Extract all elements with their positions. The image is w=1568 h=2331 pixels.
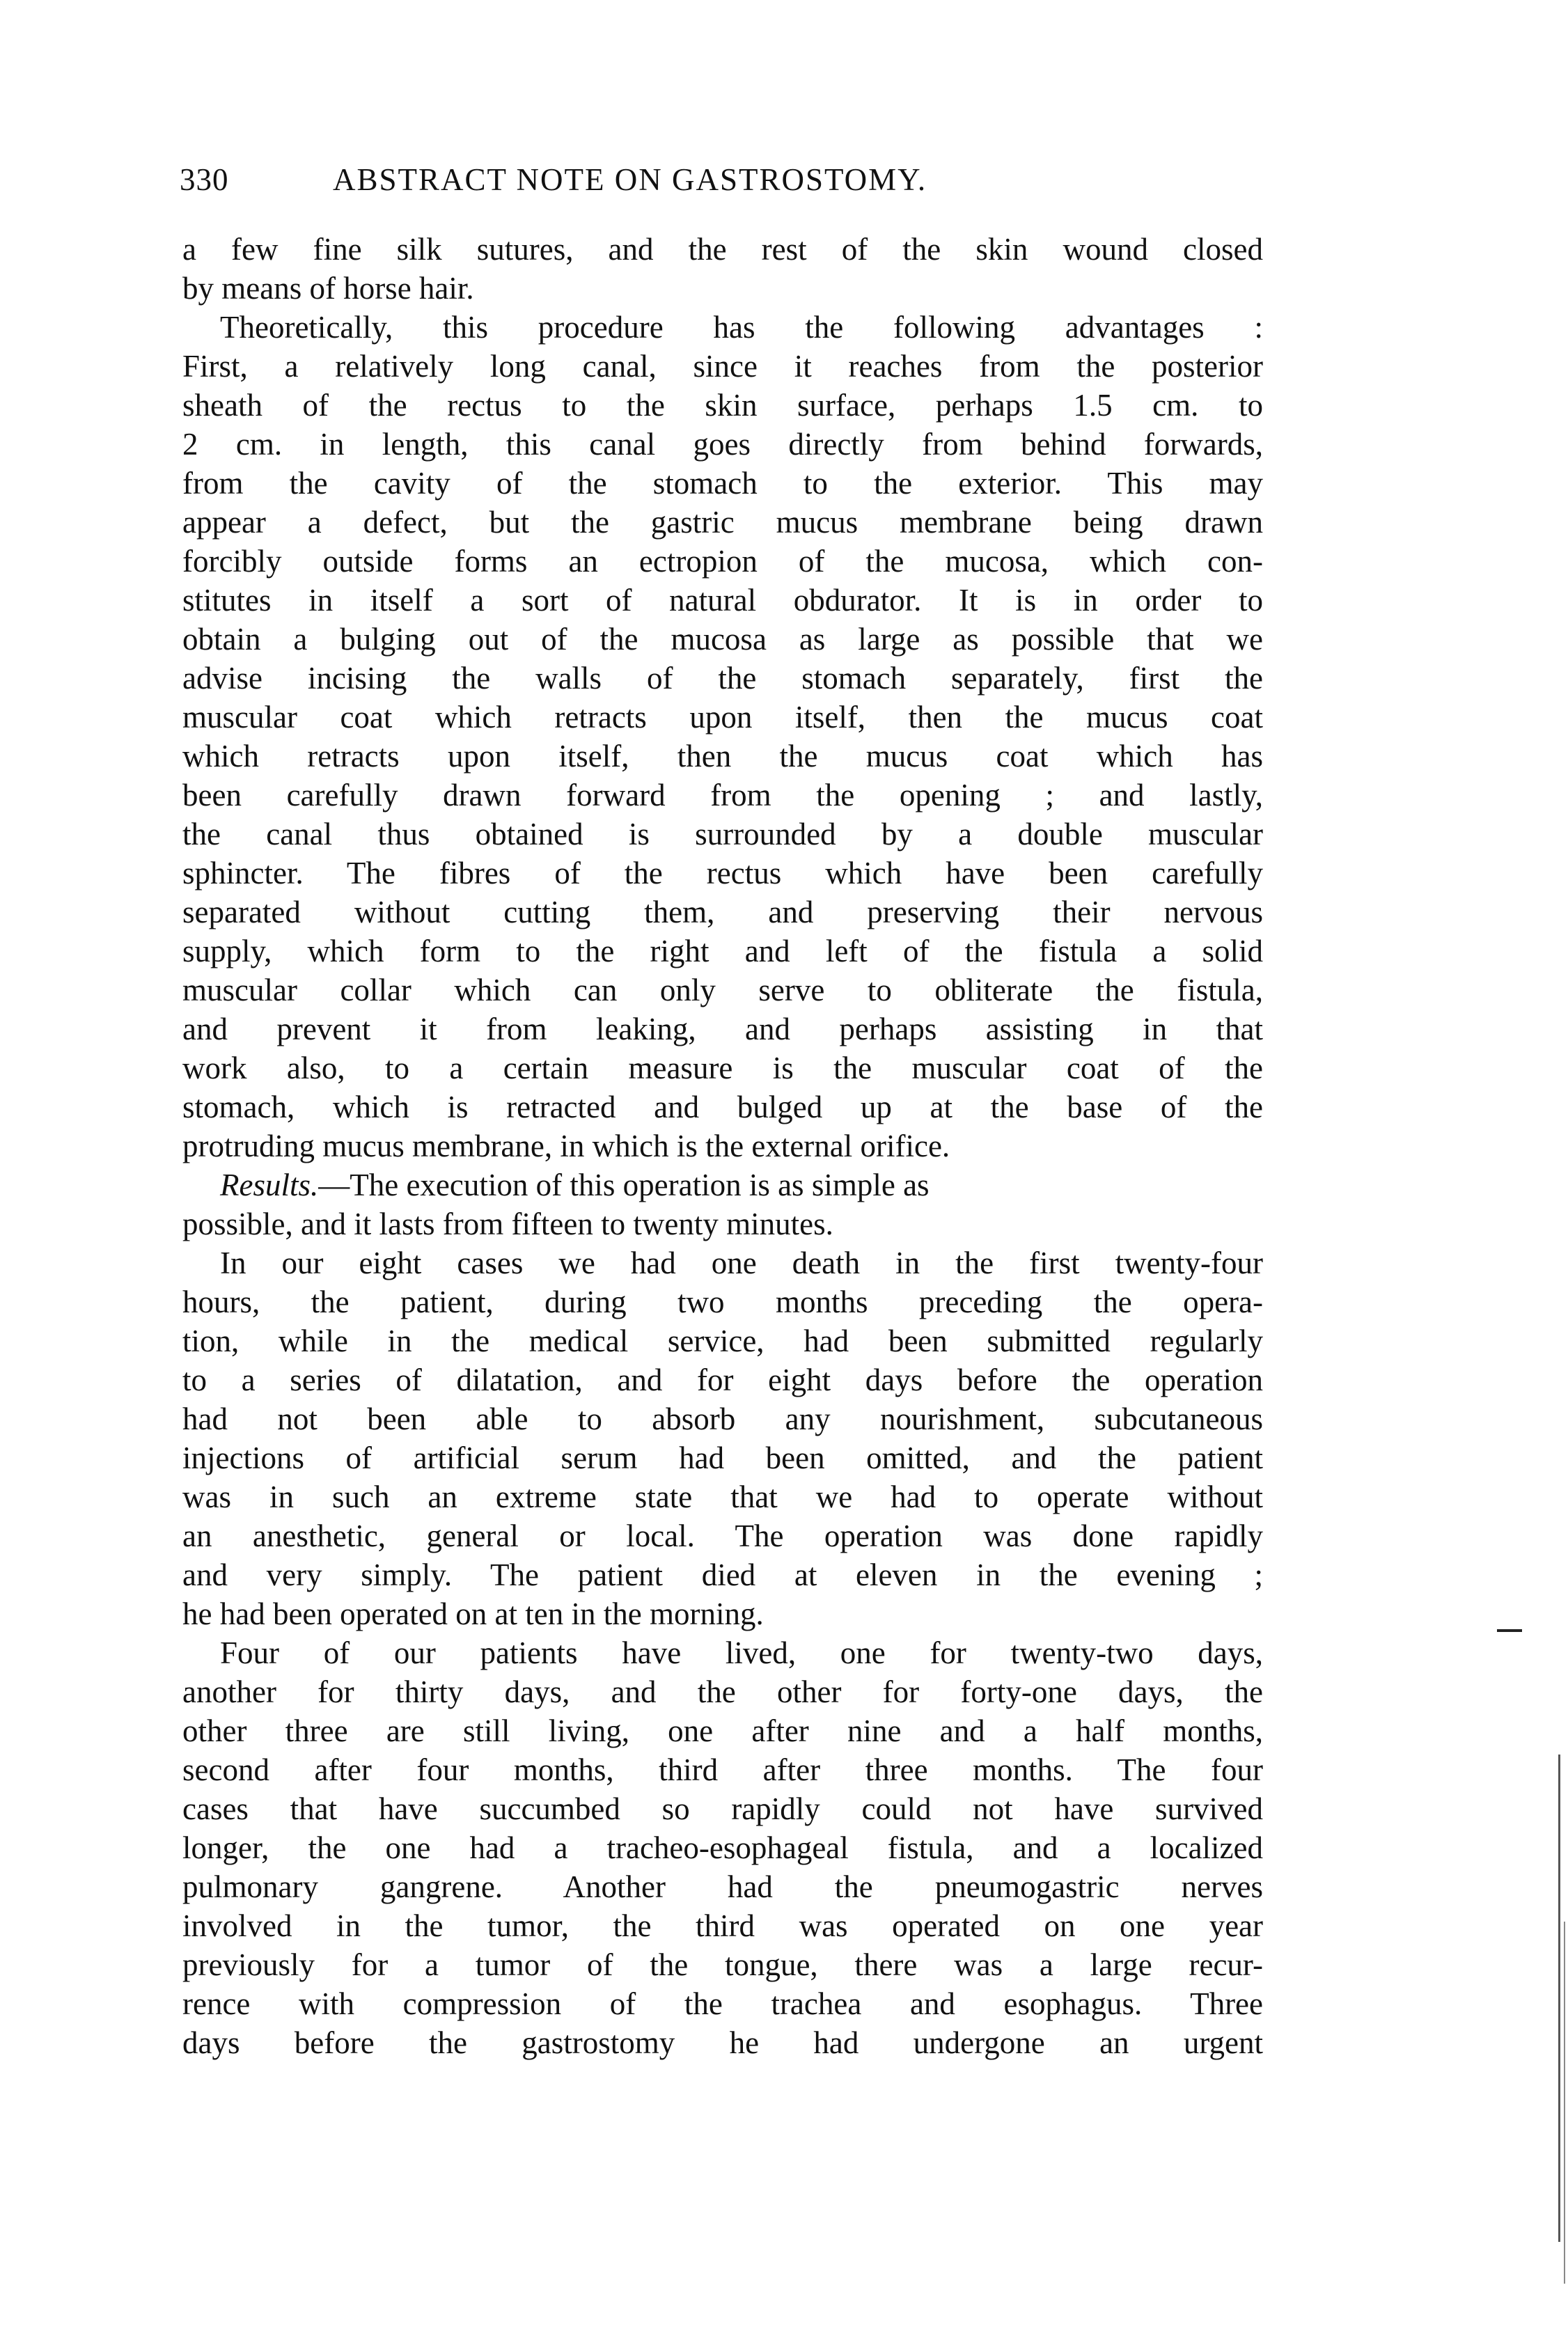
text-line: rence with compression of the trachea and esophagus. Three <box>182 1986 1263 2021</box>
text-line: Theoretically, this procedure has the following advantages : <box>220 310 1263 345</box>
text-line: work also, to a certain measure is the muscular coat of the <box>182 1051 1263 1085</box>
text-line: the canal thus obtained is surrounded by a double muscular <box>182 817 1263 851</box>
text-line: forcibly outside forms an ectropion of the mucosa, which con- <box>182 544 1263 579</box>
scan-edge-line-secondary <box>1564 1922 1565 2284</box>
page-number: 330 <box>180 162 229 197</box>
text-line: by means of horse hair. <box>182 271 474 306</box>
text-line: from the cavity of the stomach to the exterior. This may <box>182 466 1263 501</box>
text-line: muscular collar which can only serve to obliterate the fistula, <box>182 973 1263 1007</box>
page-header <box>180 162 1085 203</box>
text-line: he had been operated on at ten in the morning. <box>182 1596 764 1631</box>
scan-edge-line <box>1558 1755 1560 2242</box>
running-title: ABSTRACT NOTE ON GASTROSTOMY. <box>333 162 927 197</box>
text-line: an anesthetic, general or local. The operation was done rapidly <box>182 1518 1263 1553</box>
text-line: and prevent it from leaking, and perhaps assisting in that <box>182 1012 1263 1046</box>
text-line: 2 cm. in length, this canal goes directly from behind forwards, <box>182 427 1263 462</box>
margin-dash-mark <box>1497 1629 1522 1632</box>
text-line: supply, which form to the right and left of the fistula a solid <box>182 934 1263 968</box>
text-line: stomach, which is retracted and bulged up at the base of the <box>182 1090 1263 1124</box>
text-line: other three are still living, one after nine and a half months, <box>182 1713 1263 1748</box>
text-line: First, a relatively long canal, since it reaches from the posterior <box>182 349 1263 384</box>
text-line: was in such an extreme state that we had to operate without <box>182 1480 1263 1514</box>
text-line: another for thirty days, and the other for forty-one days, the <box>182 1674 1263 1709</box>
text-line: previously for a tumor of the tongue, there was a large recur- <box>182 1947 1263 1982</box>
text-line: longer, the one had a tracheo-esophageal fistula, and a localized <box>182 1830 1263 1865</box>
text-line: sphincter. The fibres of the rectus which have been carefully <box>182 856 1263 890</box>
text-line: sheath of the rectus to the skin surface, perhaps 1.5 cm. to <box>182 388 1263 423</box>
text-line: In our eight cases we had one death in the first twenty-four <box>220 1246 1263 1280</box>
text-line: advise incising the walls of the stomach separately, first the <box>182 661 1263 696</box>
text-line: muscular coat which retracts upon itself, then the mucus coat <box>182 700 1263 735</box>
text-line: tion, while in the medical service, had been submitted regularly <box>182 1324 1263 1358</box>
text-line: possible, and it lasts from fifteen to twenty minutes. <box>182 1207 833 1241</box>
text-line: pulmonary gangrene. Another had the pneumogastric nerves <box>182 1869 1263 1904</box>
text-line: protruding mucus membrane, in which is the external orifice. <box>182 1129 950 1163</box>
text-line: obtain a bulging out of the mucosa as large as possible that we <box>182 622 1263 657</box>
text-line: days before the gastrostomy he had undergone an urgent <box>182 2025 1263 2060</box>
text-line: to a series of dilatation, and for eight days before the operation <box>182 1363 1263 1397</box>
text-line: stitutes in itself a sort of natural obdurator. It is in order to <box>182 583 1263 618</box>
text-line: Four of our patients have lived, one for twenty-two days, <box>220 1635 1263 1670</box>
text-line: been carefully drawn forward from the opening ; and lastly, <box>182 778 1263 813</box>
text-line: second after four months, third after three months. The four <box>182 1752 1263 1787</box>
text-line: had not been able to absorb any nourishment, subcutaneous <box>182 1402 1263 1436</box>
results-heading: Results. <box>220 1168 319 1202</box>
text-line: and very simply. The patient died at eleven in the evening ; <box>182 1557 1263 1592</box>
text-line: involved in the tumor, the third was operated on one year <box>182 1908 1263 1943</box>
text-line: which retracts upon itself, then the mucus coat which has <box>182 739 1263 774</box>
text-line: a few fine silk sutures, and the rest of the skin wound closed <box>182 232 1263 267</box>
text-line: separated without cutting them, and preserving their nervous <box>182 895 1263 929</box>
results-line <box>220 1166 1263 1204</box>
text-line: appear a defect, but the gastric mucus membrane being drawn <box>182 505 1263 540</box>
text-line: cases that have succumbed so rapidly could not have survived <box>182 1791 1263 1826</box>
text-line: hours, the patient, during two months preceding the opera- <box>182 1285 1263 1319</box>
text-line: injections of artificial serum had been omitted, and the patient <box>182 1441 1263 1475</box>
results-text: —The execution of this operation is as simple as <box>318 1168 930 1202</box>
